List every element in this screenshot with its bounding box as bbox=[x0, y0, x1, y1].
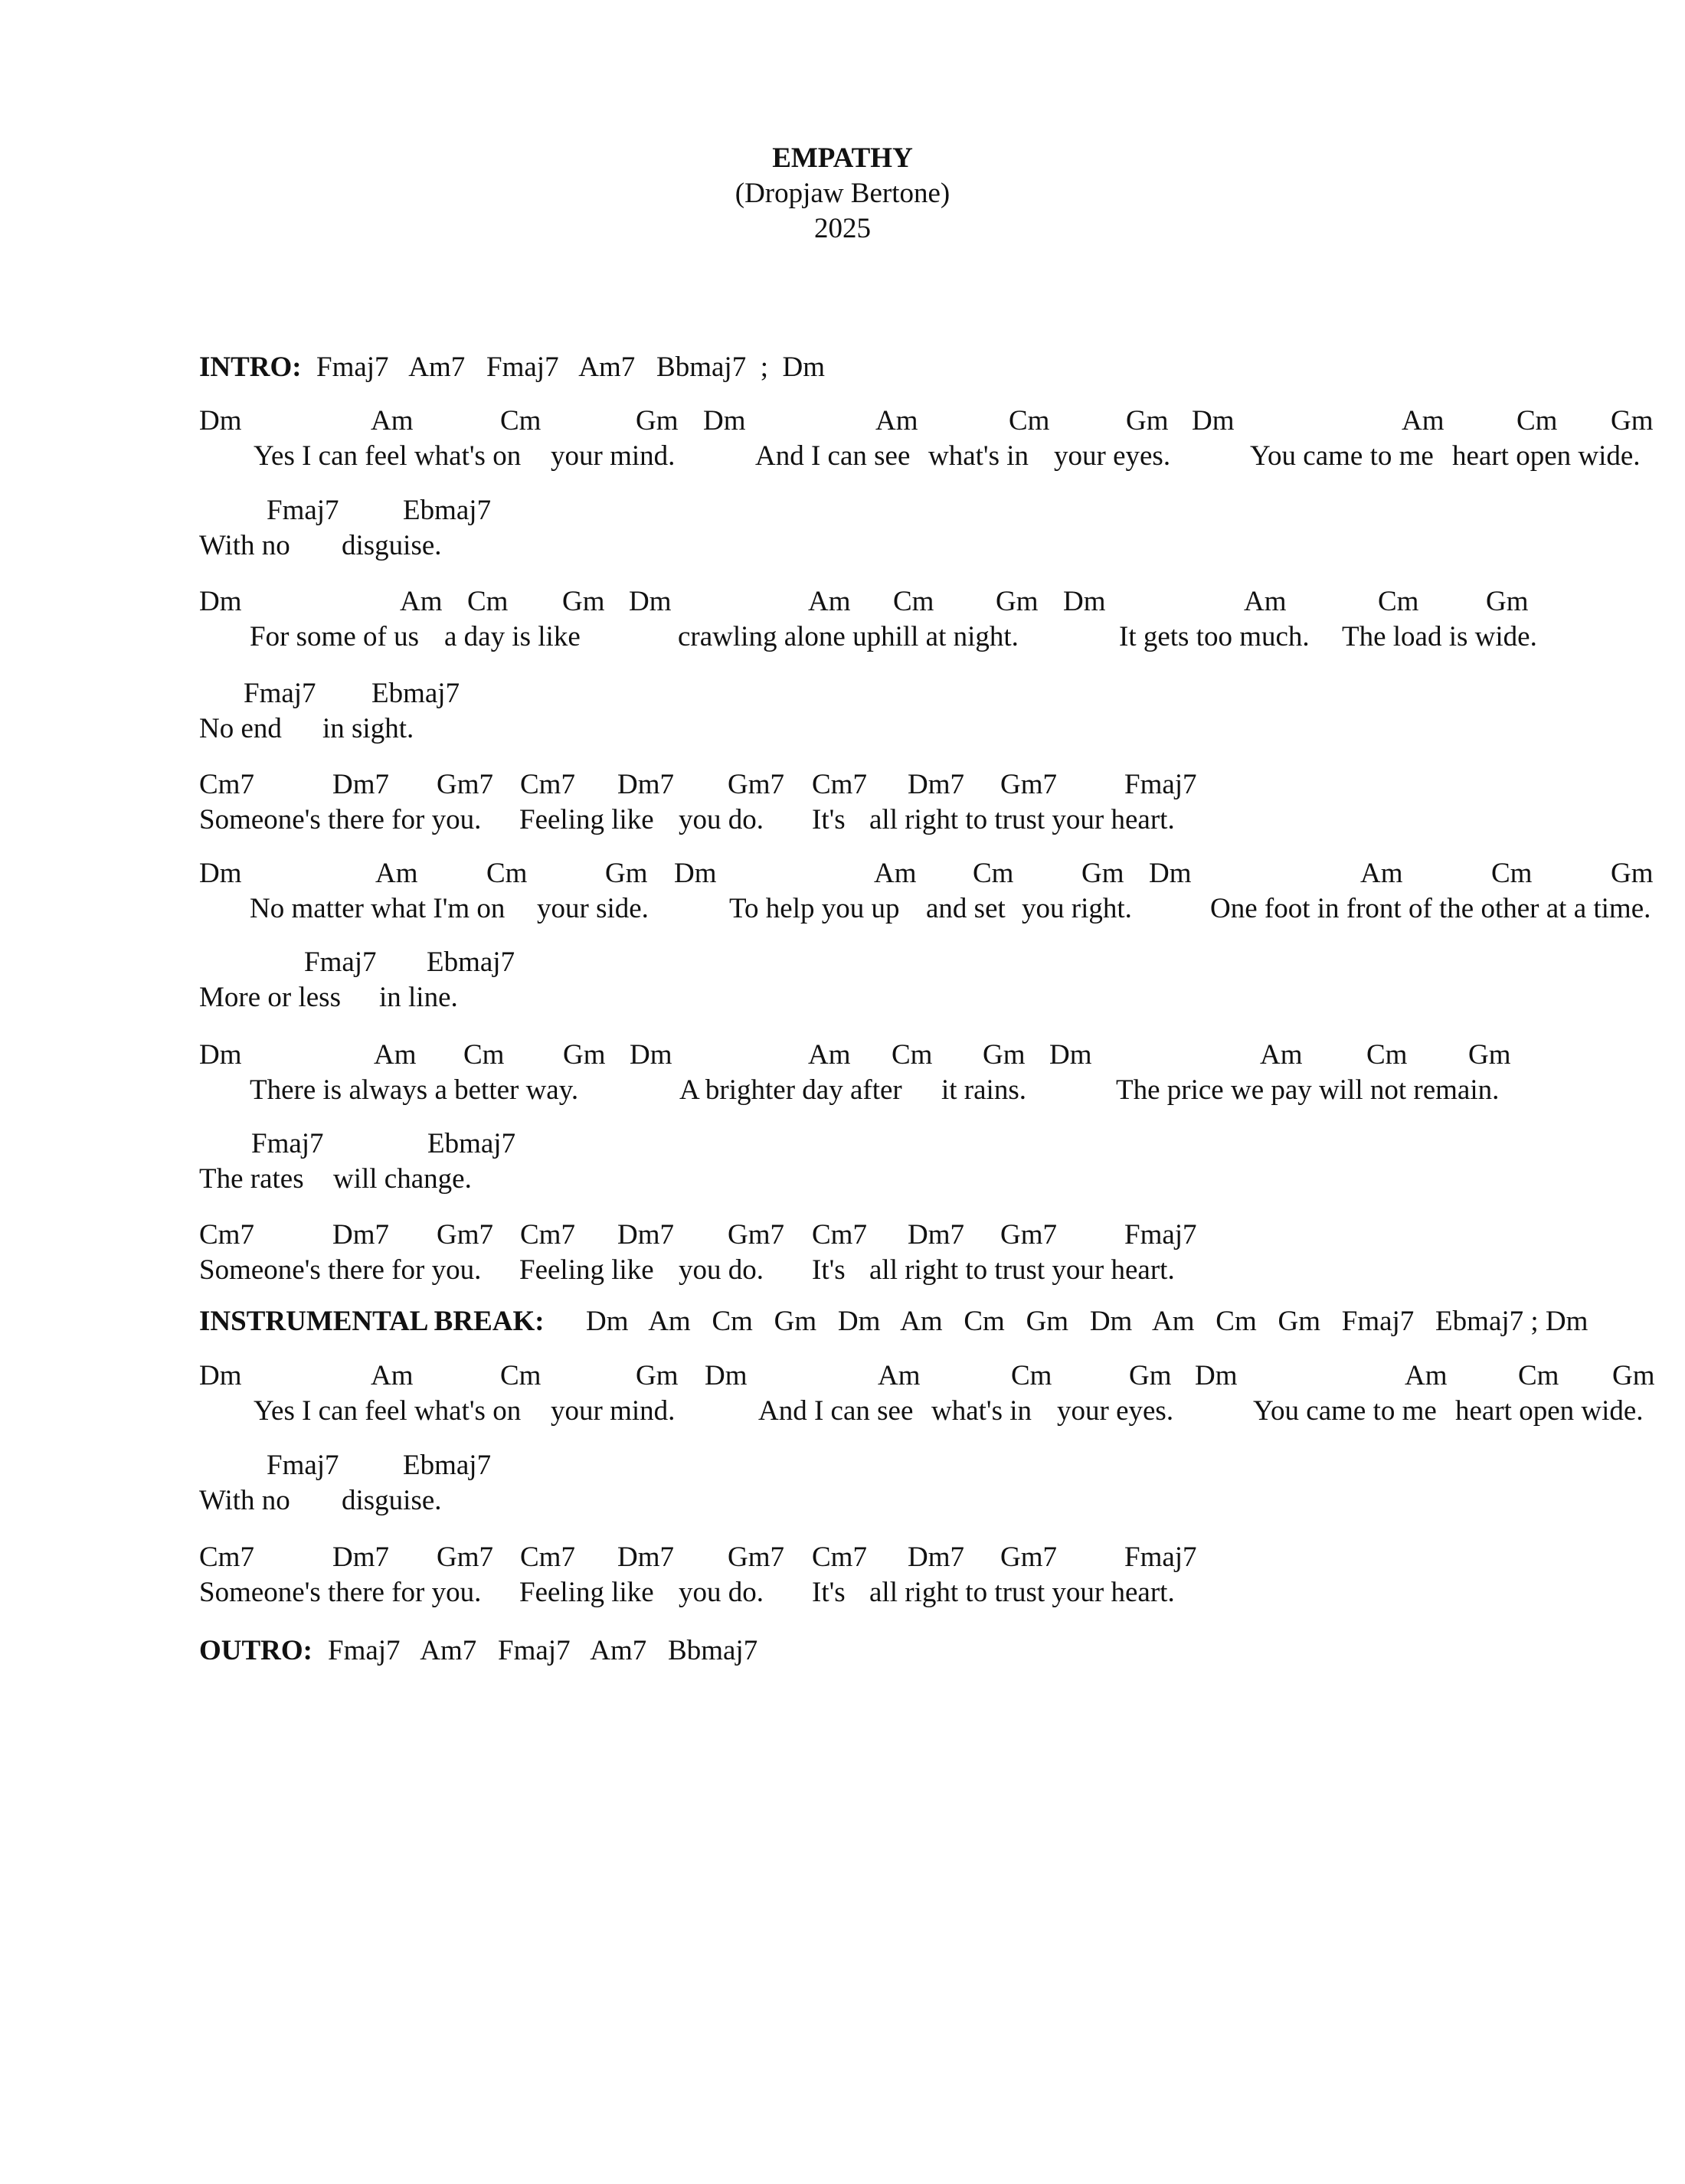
lyric: Feeling like bbox=[519, 1577, 654, 1608]
chord: Cm bbox=[973, 858, 1014, 889]
chord: Am bbox=[400, 586, 443, 617]
chord: Ebmaj7 bbox=[403, 1450, 492, 1481]
chorus2-chord-line bbox=[199, 1217, 1670, 1254]
chord: Am bbox=[808, 586, 851, 617]
lyric: No matter what I'm on bbox=[250, 893, 506, 924]
chord: Gm7 bbox=[1000, 1219, 1057, 1251]
chord: Am bbox=[371, 1360, 414, 1391]
lyric: More or less bbox=[199, 982, 341, 1013]
lyric: No end bbox=[199, 713, 282, 744]
chord: Gm bbox=[563, 1039, 606, 1071]
lyric: You came to me bbox=[1253, 1395, 1437, 1427]
lyric: And I can see bbox=[755, 440, 911, 472]
chord: Fmaj7 bbox=[267, 495, 339, 526]
chord: Fmaj7 bbox=[251, 1128, 324, 1159]
intro-chords: Fmaj7 Am7 Fmaj7 Am7 Bbmaj7 ; Dm bbox=[316, 351, 825, 383]
lyric: you do. bbox=[679, 1577, 764, 1608]
lyric: There is always a better way. bbox=[250, 1074, 579, 1106]
lyric: disguise. bbox=[342, 530, 442, 561]
chord: Gm7 bbox=[728, 769, 784, 800]
chord: Cm7 bbox=[199, 1542, 254, 1573]
chord: Dm bbox=[674, 858, 717, 889]
lyric: Someone's there for you. bbox=[199, 1577, 482, 1608]
lyric: and set bbox=[926, 893, 1006, 924]
chord: Am bbox=[875, 405, 918, 436]
chord: Cm bbox=[1491, 858, 1533, 889]
chord: Dm7 bbox=[332, 769, 389, 800]
verse3-lyric-line-2 bbox=[199, 979, 1670, 1016]
lyric: With no bbox=[199, 1485, 290, 1516]
chord: Am bbox=[1402, 405, 1445, 436]
chord: Cm bbox=[1009, 405, 1050, 436]
chord: Am bbox=[874, 858, 917, 889]
chord: Gm7 bbox=[728, 1542, 784, 1573]
chord: Am bbox=[375, 858, 418, 889]
chord: Dm bbox=[199, 858, 242, 889]
outro-label: OUTRO: bbox=[199, 1635, 312, 1666]
verse4-chord-line-2 bbox=[199, 1126, 1670, 1162]
chord: Gm bbox=[605, 858, 648, 889]
lyric: For some of us bbox=[250, 621, 419, 652]
chord: Cm bbox=[1378, 586, 1419, 617]
verse1-lyric-line bbox=[199, 438, 1670, 475]
chord: Ebmaj7 bbox=[403, 495, 492, 526]
chord: Gm7 bbox=[1000, 1542, 1057, 1573]
lyric: your eyes. bbox=[1054, 440, 1171, 472]
lyric: Yes I can feel what's on bbox=[254, 440, 522, 472]
chord: Gm7 bbox=[437, 1219, 493, 1251]
lyric: It gets too much. bbox=[1119, 621, 1310, 652]
lyric: will change. bbox=[333, 1163, 472, 1195]
chord: Cm7 bbox=[812, 1219, 867, 1251]
chord: Fmaj7 bbox=[267, 1450, 339, 1481]
chord: Dm7 bbox=[908, 769, 964, 800]
chord: Fmaj7 bbox=[1124, 1219, 1197, 1251]
outro-line bbox=[199, 1633, 1670, 1669]
chord: Gm bbox=[1126, 405, 1169, 436]
chord: Dm bbox=[199, 586, 242, 617]
chord: Dm bbox=[1195, 1360, 1238, 1391]
lyric: it rains. bbox=[941, 1074, 1026, 1106]
lyric: disguise. bbox=[342, 1485, 442, 1516]
lyric: Feeling like bbox=[519, 1254, 654, 1286]
chord: Am bbox=[1360, 858, 1403, 889]
lyric: your eyes. bbox=[1057, 1395, 1174, 1427]
chord: Dm7 bbox=[617, 1219, 674, 1251]
lyric: Someone's there for you. bbox=[199, 1254, 482, 1286]
chord: Fmaj7 bbox=[1124, 769, 1197, 800]
chord: Gm7 bbox=[437, 769, 493, 800]
lyric: what's in bbox=[928, 440, 1029, 472]
lyric: Someone's there for you. bbox=[199, 804, 482, 835]
lyric: heart open wide. bbox=[1455, 1395, 1644, 1427]
chord: Dm7 bbox=[908, 1219, 964, 1251]
chord: Cm7 bbox=[520, 1219, 575, 1251]
chord: Cm bbox=[1366, 1039, 1408, 1071]
chord: Gm bbox=[1611, 405, 1654, 436]
verse2-chord-line-2 bbox=[199, 675, 1670, 712]
chord: Gm bbox=[636, 1360, 679, 1391]
verse5-lyric-line-2 bbox=[199, 1483, 1670, 1519]
verse2-lyric-line bbox=[199, 619, 1670, 656]
song-year: 2025 bbox=[814, 213, 871, 244]
verse3-lyric-line bbox=[199, 891, 1670, 927]
lyric: crawling alone uphill at night. bbox=[678, 621, 1019, 652]
chord: Gm bbox=[996, 586, 1039, 617]
intro-label: INTRO: bbox=[199, 351, 302, 383]
chord: Dm bbox=[199, 1039, 242, 1071]
chorus1-chord-line bbox=[199, 767, 1670, 803]
chord: Cm7 bbox=[520, 769, 575, 800]
chord: Gm7 bbox=[728, 1219, 784, 1251]
chord: Am bbox=[371, 405, 414, 436]
instrumental-break-line bbox=[199, 1303, 1670, 1340]
instrumental-break-chords: Dm Am Cm Gm Dm Am Cm Gm Dm Am Cm Gm Fmaj7 Ebmaj7 ; Dm bbox=[586, 1306, 1588, 1337]
chorus3-lyric-line bbox=[199, 1574, 1670, 1611]
song-title: EMPATHY bbox=[772, 142, 913, 174]
instrumental-break-label: INSTRUMENTAL BREAK: bbox=[199, 1306, 545, 1337]
lyric: you right. bbox=[1022, 893, 1132, 924]
lyric: in line. bbox=[379, 982, 458, 1013]
verse4-lyric-line bbox=[199, 1072, 1670, 1109]
chord: Dm bbox=[1149, 858, 1192, 889]
chord: Cm bbox=[500, 1360, 541, 1391]
chord: Cm7 bbox=[812, 1542, 867, 1573]
chord: Ebmaj7 bbox=[427, 947, 515, 978]
lyric: Yes I can feel what's on bbox=[254, 1395, 522, 1427]
lyric: It's bbox=[812, 804, 846, 835]
chorus3-chord-line bbox=[199, 1539, 1670, 1576]
chord: Fmaj7 bbox=[244, 678, 316, 709]
chord: Gm bbox=[1611, 858, 1654, 889]
lyric: your side. bbox=[537, 893, 649, 924]
chord: Cm bbox=[467, 586, 509, 617]
chord: Dm bbox=[630, 1039, 672, 1071]
chord: Cm bbox=[463, 1039, 505, 1071]
chord: Cm7 bbox=[199, 769, 254, 800]
chord: Gm bbox=[562, 586, 605, 617]
lyric: The load is wide. bbox=[1342, 621, 1537, 652]
lyric: what's in bbox=[931, 1395, 1032, 1427]
chord: Dm bbox=[1192, 405, 1235, 436]
chorus2-lyric-line bbox=[199, 1252, 1670, 1289]
chord: Dm7 bbox=[908, 1542, 964, 1573]
lyric: in sight. bbox=[322, 713, 414, 744]
lyric: a day is like bbox=[444, 621, 581, 652]
verse2-lyric-line-2 bbox=[199, 711, 1670, 747]
lyric: Feeling like bbox=[519, 804, 654, 835]
verse1-chord-line bbox=[199, 403, 1670, 440]
lyric: you do. bbox=[679, 1254, 764, 1286]
chord: Dm7 bbox=[332, 1542, 389, 1573]
verse5-chord-line bbox=[199, 1358, 1670, 1394]
verse1-lyric-line-2 bbox=[199, 528, 1670, 564]
chord: Dm bbox=[705, 1360, 748, 1391]
verse3-chord-line bbox=[199, 855, 1670, 892]
intro-line bbox=[199, 349, 1670, 386]
chord: Fmaj7 bbox=[1124, 1542, 1197, 1573]
chord: Dm bbox=[1063, 586, 1106, 617]
chord: Cm7 bbox=[199, 1219, 254, 1251]
chord: Dm bbox=[199, 1360, 242, 1391]
verse4-chord-line bbox=[199, 1037, 1670, 1074]
lyric: all right to trust your heart. bbox=[869, 1577, 1175, 1608]
chord: Cm bbox=[1516, 405, 1558, 436]
chord: Gm bbox=[1468, 1039, 1511, 1071]
chord: Dm7 bbox=[332, 1219, 389, 1251]
chord: Am bbox=[1260, 1039, 1303, 1071]
song-artist: (Dropjaw Bertone) bbox=[735, 178, 950, 209]
lyric: you do. bbox=[679, 804, 764, 835]
lyric: heart open wide. bbox=[1452, 440, 1641, 472]
chord: Gm7 bbox=[1000, 769, 1057, 800]
chord: Dm7 bbox=[617, 1542, 674, 1573]
lyric: To help you up bbox=[729, 893, 900, 924]
chord: Gm bbox=[636, 405, 679, 436]
chord: Dm bbox=[199, 405, 242, 436]
chord: Ebmaj7 bbox=[427, 1128, 516, 1159]
lyric: A brighter day after bbox=[679, 1074, 902, 1106]
chord: Cm bbox=[893, 586, 934, 617]
chord: Dm bbox=[629, 586, 672, 617]
lyric: all right to trust your heart. bbox=[869, 804, 1175, 835]
chord: Cm7 bbox=[520, 1542, 575, 1573]
chord: Gm bbox=[1081, 858, 1124, 889]
lyric: your mind. bbox=[551, 1395, 676, 1427]
chord: Am bbox=[808, 1039, 851, 1071]
chord: Gm bbox=[1129, 1360, 1172, 1391]
lyric: The price we pay will not remain. bbox=[1116, 1074, 1500, 1106]
verse5-chord-line-2 bbox=[199, 1447, 1670, 1484]
chorus1-lyric-line bbox=[199, 802, 1670, 839]
chord: Am bbox=[878, 1360, 921, 1391]
lyric: With no bbox=[199, 530, 290, 561]
chord: Cm7 bbox=[812, 769, 867, 800]
chord: Dm bbox=[703, 405, 746, 436]
chord: Am bbox=[1405, 1360, 1448, 1391]
lyric: And I can see bbox=[758, 1395, 914, 1427]
lyric: all right to trust your heart. bbox=[869, 1254, 1175, 1286]
verse1-chord-line-2 bbox=[199, 492, 1670, 529]
lyric: The rates bbox=[199, 1163, 304, 1195]
lyric: You came to me bbox=[1250, 440, 1434, 472]
chord: Am bbox=[374, 1039, 417, 1071]
chord: Am bbox=[1244, 586, 1287, 617]
lyric: It's bbox=[812, 1254, 846, 1286]
lyric: One foot in front of the other at a time. bbox=[1210, 893, 1651, 924]
verse4-lyric-line-2 bbox=[199, 1161, 1670, 1198]
chord: Gm7 bbox=[437, 1542, 493, 1573]
chord: Cm bbox=[486, 858, 528, 889]
verse5-lyric-line bbox=[199, 1393, 1670, 1430]
chord: Gm bbox=[1612, 1360, 1655, 1391]
chord: Ebmaj7 bbox=[371, 678, 460, 709]
chord: Dm7 bbox=[617, 769, 674, 800]
chord: Gm bbox=[1486, 586, 1529, 617]
outro-chords: Fmaj7 Am7 Fmaj7 Am7 Bbmaj7 bbox=[328, 1635, 758, 1666]
chord: Gm bbox=[983, 1039, 1026, 1071]
chord: Cm bbox=[500, 405, 541, 436]
verse3-chord-line-2 bbox=[199, 944, 1670, 981]
chord: Cm bbox=[1518, 1360, 1559, 1391]
lyric: It's bbox=[812, 1577, 846, 1608]
chord: Dm bbox=[1049, 1039, 1092, 1071]
verse2-chord-line bbox=[199, 584, 1670, 620]
chord: Cm bbox=[892, 1039, 933, 1071]
chord: Fmaj7 bbox=[304, 947, 377, 978]
lyric: your mind. bbox=[551, 440, 676, 472]
chord: Cm bbox=[1011, 1360, 1052, 1391]
